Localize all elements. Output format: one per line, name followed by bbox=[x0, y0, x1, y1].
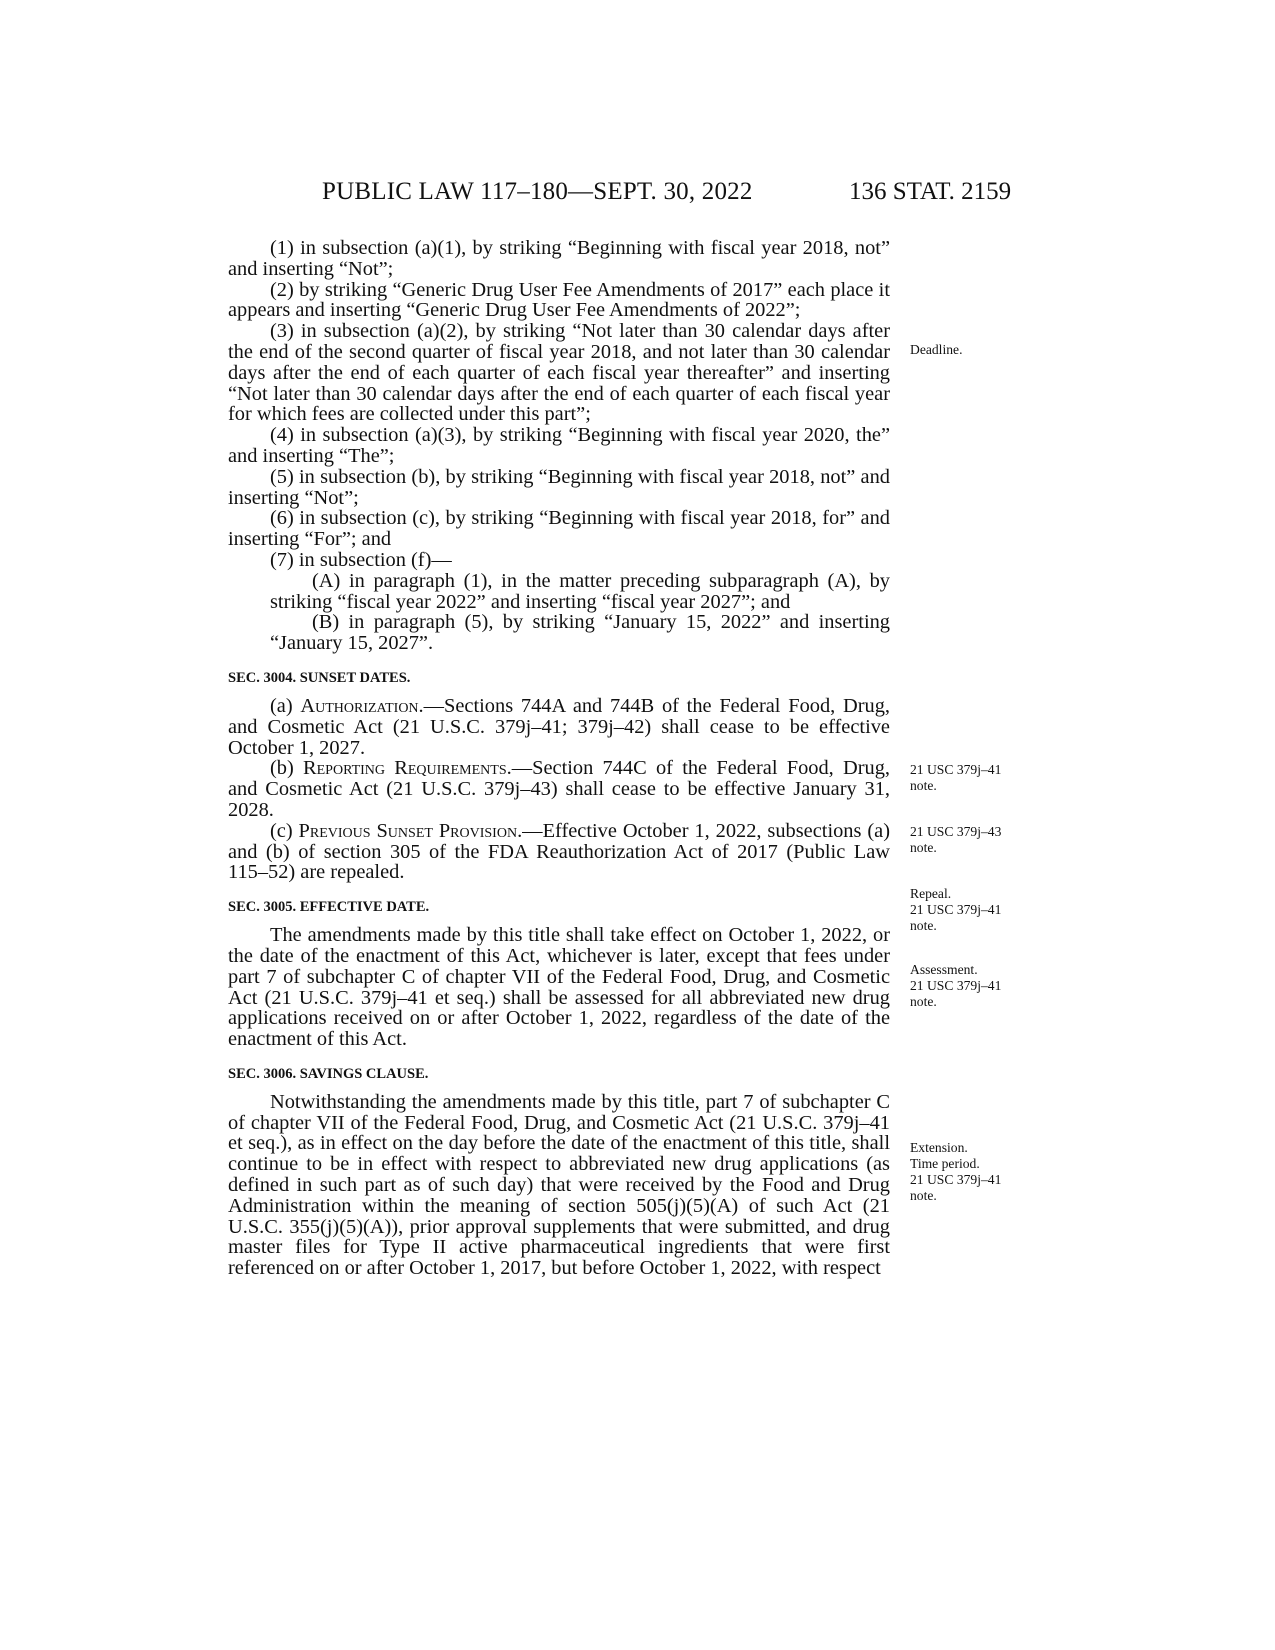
section-3004-a bbox=[228, 696, 890, 758]
section-heading-3004: SEC. 3004. SUNSET DATES. bbox=[228, 669, 411, 686]
section-3006-text: Notwithstanding the amendments made by this title, part 7 of subchapter C of chapter VII of the Federal Food, Drug, and Cosmetic Act (21 U.S.C. 379j–41 et seq.), as in effect on the day before the date of the enactment of this title, shall continue to be in effect with respect to abbreviated new drug applications (as defined in such part as of such day) that were received by the Food and Drug Administration within the meaning of section 505(j)(5)(A) of such Act (21 U.S.C. 355(j)(5)(A)), prior approval supplements that were submitted, and drug master files for Type II active pharmaceutical ingredients that were first referenced on or after October 1, 2017, but before October 1, 2022, with respect bbox=[228, 1090, 890, 1280]
section-3004-b-text: .—Section 744C of the Federal Food, Drug, and Cosmetic Act (21 U.S.C. 379j–43) shall cease to be effective January 31, 2028. bbox=[228, 757, 891, 821]
section-3004-a-text: .—Sections 744A and 744B of the Federal Food, Drug, and Cosmetic Act (21 U.S.C. 379j–41; 379j–42) shall cease to be effective October 1, 2027. bbox=[228, 694, 891, 759]
section-3004-c bbox=[228, 821, 890, 883]
section-3004-c-caption: Previous Sunset Provision bbox=[298, 819, 518, 842]
amendment-subparagraph-7a: (A) in paragraph (1), in the matter preceding subparagraph (A), by striking “fiscal year 2022” and inserting “fiscal year 2027”; and bbox=[270, 569, 890, 613]
margin-note-line: Deadline. bbox=[910, 342, 963, 357]
section-heading-3006: SEC. 3006. SAVINGS CLAUSE. bbox=[228, 1065, 429, 1082]
section-3005-text: The amendments made by this title shall take effect on October 1, 2022, or the date of the enactment of this Act, whichever is later, except that fees under part 7 of subchapter C of chapter VII of the Federal Food, Drug, and Cosmetic Act (21 U.S.C. 379j–41 et seq.) shall be assessed for all abbreviated new drug applications received on or after October 1, 2022, regardless of the date of the enactment of this Act. bbox=[228, 924, 890, 1051]
amendment-paragraph-6: (6) in subsection (c), by striking “Beginning with fiscal year 2018, for” and inserting “For”; and bbox=[228, 507, 890, 551]
amendment-paragraph-4: (4) in subsection (a)(3), by striking “Beginning with fiscal year 2020, the” and inserting “The”; bbox=[228, 424, 890, 467]
margin-note-line: 21 USC 379j–41 bbox=[910, 902, 1002, 917]
page-statute-number: 136 STAT. 2159 bbox=[849, 178, 1012, 205]
section-3004-b-caption: Reporting Requirements bbox=[303, 757, 507, 780]
amendment-subparagraph-7b: (B) in paragraph (5), by striking “January 15, 2022” and inserting “January 15, 2027”. bbox=[270, 611, 890, 655]
margin-note-line: 21 USC 379j–43 bbox=[910, 824, 1002, 839]
margin-note-line: note. bbox=[910, 1188, 937, 1203]
margin-note-line: note. bbox=[910, 778, 937, 793]
margin-note-line: 21 USC 379j–41 bbox=[910, 978, 1002, 993]
amendment-paragraph-3: (3) in subsection (a)(2), by striking “Not later than 30 calendar days after the end of the second quarter of fiscal year 2018, and not later than 30 calendar days after the end of each quarter of each fiscal year thereafter” and inserting “Not later than 30 calendar days after the end of each quarter of each fiscal year for which fees are collected under this part”; bbox=[228, 320, 890, 426]
section-3004-c-text: .—Effective October 1, 2022, subsections (a) and (b) of section 305 of the FDA Reauthorization Act of 2017 (Public Law 115–52) are repealed. bbox=[228, 819, 890, 884]
body-text bbox=[228, 238, 890, 1279]
running-header-title: PUBLIC LAW 117–180—SEPT. 30, 2022 bbox=[322, 178, 753, 205]
section-heading-3005: SEC. 3005. EFFECTIVE DATE. bbox=[228, 899, 430, 916]
margin-note-line: Extension. bbox=[910, 1140, 968, 1155]
margin-note-line: Assessment. bbox=[910, 962, 978, 977]
margin-note-line: Time period. bbox=[910, 1156, 980, 1171]
amendment-paragraph-7: (7) in subsection (f)— bbox=[270, 548, 452, 571]
margin-note-line: note. bbox=[910, 840, 937, 855]
margin-note-extension bbox=[910, 1140, 1060, 1204]
margin-note-authorization bbox=[910, 762, 1060, 794]
section-3004-b bbox=[228, 758, 890, 820]
margin-note-repeal bbox=[910, 886, 1060, 934]
amendment-paragraph-1: (1) in subsection (a)(1), by striking “Beginning with fiscal year 2018, not” and inserting “Not”; bbox=[228, 237, 890, 280]
margin-note-line: 21 USC 379j–41 bbox=[910, 1172, 1002, 1187]
amendment-paragraph-5: (5) in subsection (b), by striking “Beginning with fiscal year 2018, not” and inserting “Not”; bbox=[228, 465, 890, 509]
margin-note-line: note. bbox=[910, 994, 937, 1009]
section-3004-a-label: (a) bbox=[270, 694, 301, 717]
section-3004-c-label: (c) bbox=[270, 819, 299, 842]
section-3004-b-label: (b) bbox=[270, 757, 304, 780]
margin-note-line: Repeal. bbox=[910, 886, 952, 901]
margin-note-assessment bbox=[910, 962, 1060, 1010]
margin-note-line: 21 USC 379j–41 bbox=[910, 762, 1002, 777]
margin-note-deadline bbox=[910, 342, 1060, 358]
section-3004-a-caption: Authorization bbox=[300, 694, 419, 717]
amendment-paragraph-2: (2) by striking “Generic Drug User Fee Amendments of 2017” each place it appears and inserting “Generic Drug User Fee Amendments of 2022”; bbox=[228, 278, 890, 322]
margin-note-reporting bbox=[910, 824, 1060, 856]
margin-note-line: note. bbox=[910, 918, 937, 933]
